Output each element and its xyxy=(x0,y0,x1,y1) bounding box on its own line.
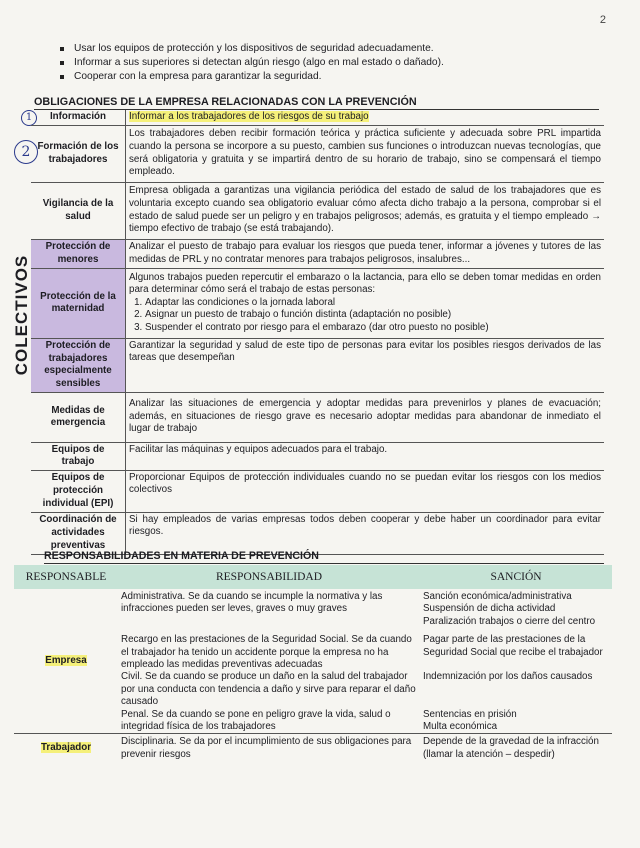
row-description: Garantizar la seguridad y salud de este tipo de personas para evitar los posibles riesgos derivados de las tareas que desempeñan xyxy=(126,338,605,392)
responsibilities-table xyxy=(14,565,612,761)
section-title-obligaciones: OBLIGACIONES DE LA EMPRESA RELACIONADAS CON LA PREVENCIÓN xyxy=(34,96,599,110)
row-label: Protección de trabajadores especialmente sensibles xyxy=(31,338,126,392)
sanction-item: Sentencias en prisión xyxy=(423,708,517,720)
sanction-cell xyxy=(420,589,612,628)
list-item: 2. Asignar un puesto de trabajo o función distinta (adaptación no posible) xyxy=(145,309,601,322)
circle-mark: 2 xyxy=(14,140,38,164)
row-description: Proporcionar Equipos de protección individuales cuando no se puedan evitar los riesgos con los medios colectivos xyxy=(126,470,605,512)
table-row xyxy=(31,442,604,470)
bullet-list xyxy=(60,42,444,84)
responsibility-cell: Civil. Se da cuando se produce un daño en la salud del trabajador por una conducta con tendencia a daño y sirve para reparar el daño causado xyxy=(121,671,416,708)
table-row xyxy=(14,734,612,761)
table-row xyxy=(31,125,604,182)
row-label: Protección de menores xyxy=(31,239,126,268)
list-item: Informar a sus superiores si detectan algún riesgo (algo en mal estado o dañado). xyxy=(60,56,444,70)
sanction-cell xyxy=(420,709,612,734)
responsibility-cell: Administrativa. Se da cuando se incumple la normativa y las infracciones pueden ser leves, graves o muy graves xyxy=(121,591,383,615)
row-label: Medidas de emergencia xyxy=(31,392,126,442)
table-row xyxy=(31,239,604,268)
sanction-item: Sanción económica/administrativa xyxy=(423,591,572,602)
row-text: Informar a los trabajadores de los riesgos de su trabajo xyxy=(129,111,369,122)
row-label: Equipos de trabajo xyxy=(31,442,126,470)
section-title-responsabilidades: RESPONSABILIDADES EN MATERIA DE PREVENCIÓN xyxy=(44,550,604,564)
row-label: Equipos de protección individual (EPI) xyxy=(31,470,126,512)
steps-list xyxy=(129,297,601,335)
row-label: Protección de la maternidad xyxy=(31,268,126,338)
responsible-label: Trabajador xyxy=(40,741,92,753)
row-label: Formación de los trabajadores xyxy=(31,125,126,182)
list-item: 3. Suspender el contrato por riesgo para el embarazo (dar otro puesto no posible) xyxy=(145,322,601,335)
sanction-item: Paralización trabajos o cierre del centro xyxy=(423,615,596,627)
sanction-item: Multa económica xyxy=(423,721,498,733)
sanction-item: Suspensión de dicha actividad xyxy=(423,603,556,615)
sanction-cell: Indemnización por los daños causados xyxy=(423,671,593,683)
circle-mark: 1 xyxy=(21,110,37,126)
row-description: Si hay empleados de varias empresas todos deben cooperar y debe haber un coordinador para evitar riesgos. xyxy=(126,512,605,554)
row-description: Los trabajadores deben recibir formación teórica y práctica suficiente y adecuada sobre PRL impartida cuando la persona se incorpore a su puesto, cambien sus funciones o introduzcan nuevas tecnologías, que será obligatoria y gratuita y se impartirá dentro de su horario de trabajo, sino se compensará el tiempo empleado. xyxy=(126,125,605,182)
table-row xyxy=(31,338,604,392)
table-row xyxy=(31,182,604,239)
row-description xyxy=(126,268,605,338)
list-item: 1. Adaptar las condiciones o la jornada laboral xyxy=(145,297,601,310)
sanction-cell: Pagar parte de las prestaciones de la Seguridad Social que recibe el trabajador xyxy=(423,634,603,658)
table-header-row xyxy=(14,565,612,589)
list-item: Usar los equipos de protección y los dispositivos de seguridad adecuadamente. xyxy=(60,42,444,56)
table-row xyxy=(31,512,604,554)
table-row xyxy=(31,110,604,125)
sanction-cell: Depende de la gravedad de la infracción (llamar la atención – despedir) xyxy=(420,734,612,761)
table-row xyxy=(14,589,612,628)
responsibility-cell: Recargo en las prestaciones de la Seguridad Social. Se da cuando el trabajador ha tenido un accidente porque la empresa no ha empleado las medidas preventivas adecuadas xyxy=(121,634,412,671)
column-header: RESPONSABILIDAD xyxy=(118,565,420,589)
column-header: SANCIÓN xyxy=(420,565,612,589)
table-row xyxy=(31,268,604,338)
table-row xyxy=(31,470,604,512)
list-item: Cooperar con la empresa para garantizar la seguridad. xyxy=(60,70,444,84)
responsible-empresa xyxy=(14,589,118,734)
table-row xyxy=(31,392,604,442)
row-label: Vigilancia de la salud xyxy=(31,182,126,239)
responsible-label: Empresa xyxy=(45,655,87,667)
row-description xyxy=(126,110,605,125)
responsibility-cell: Penal. Se da cuando se pone en peligro grave la vida, salud o integridad física de los trabajadores xyxy=(121,708,391,733)
column-header: RESPONSABLE xyxy=(14,565,118,589)
responsible-trabajador xyxy=(14,734,118,761)
obligations-table xyxy=(31,110,604,555)
row-description: Facilitar las máquinas y equipos adecuados para el trabajo. xyxy=(126,442,605,470)
row-label: Información xyxy=(31,110,126,125)
row-description: Empresa obligada a garantizas una vigilancia periódica del estado de salud de los trabajadores que es voluntaria excepto cuando sea obligatorio evaluar cómo afecta dicho trabajo a la persona, comprobar si el estado de salud puede ser un peligro y en trabajos peligrosos; además, es gratuita y el tiempo empleado → tiempo efectivo de trabajo (se está trabajando). xyxy=(126,182,605,239)
row-description: Analizar las situaciones de emergencia y adoptar medidas para prevenirlos y planes de evacuación; además, en situaciones de riesgo grave es necesario adoptar medidas para abandonar de inmediato el lugar de trabajo xyxy=(126,392,605,442)
side-label-text: COLECTIVOS xyxy=(12,254,31,376)
row-label: Coordinación de actividades preventivas xyxy=(31,512,126,554)
row-description: Analizar el puesto de trabajo para evaluar los riesgos que pueda tener, informar a jóvenes y tutores de las medidas de PRL y no contratar menores para trabajos peligrosos, insalubres... xyxy=(126,239,605,268)
row-text: Algunos trabajos pueden repercutir el embarazo o la lactancia, para ello se deben tomar medidas en orden para determinar cómo será el trabajo de estas personas: xyxy=(129,271,601,296)
responsibility-cell: Disciplinaria. Se da por el incumplimiento de sus obligaciones para prevenir riesgos xyxy=(118,734,420,761)
page-number: 2 xyxy=(599,14,606,26)
